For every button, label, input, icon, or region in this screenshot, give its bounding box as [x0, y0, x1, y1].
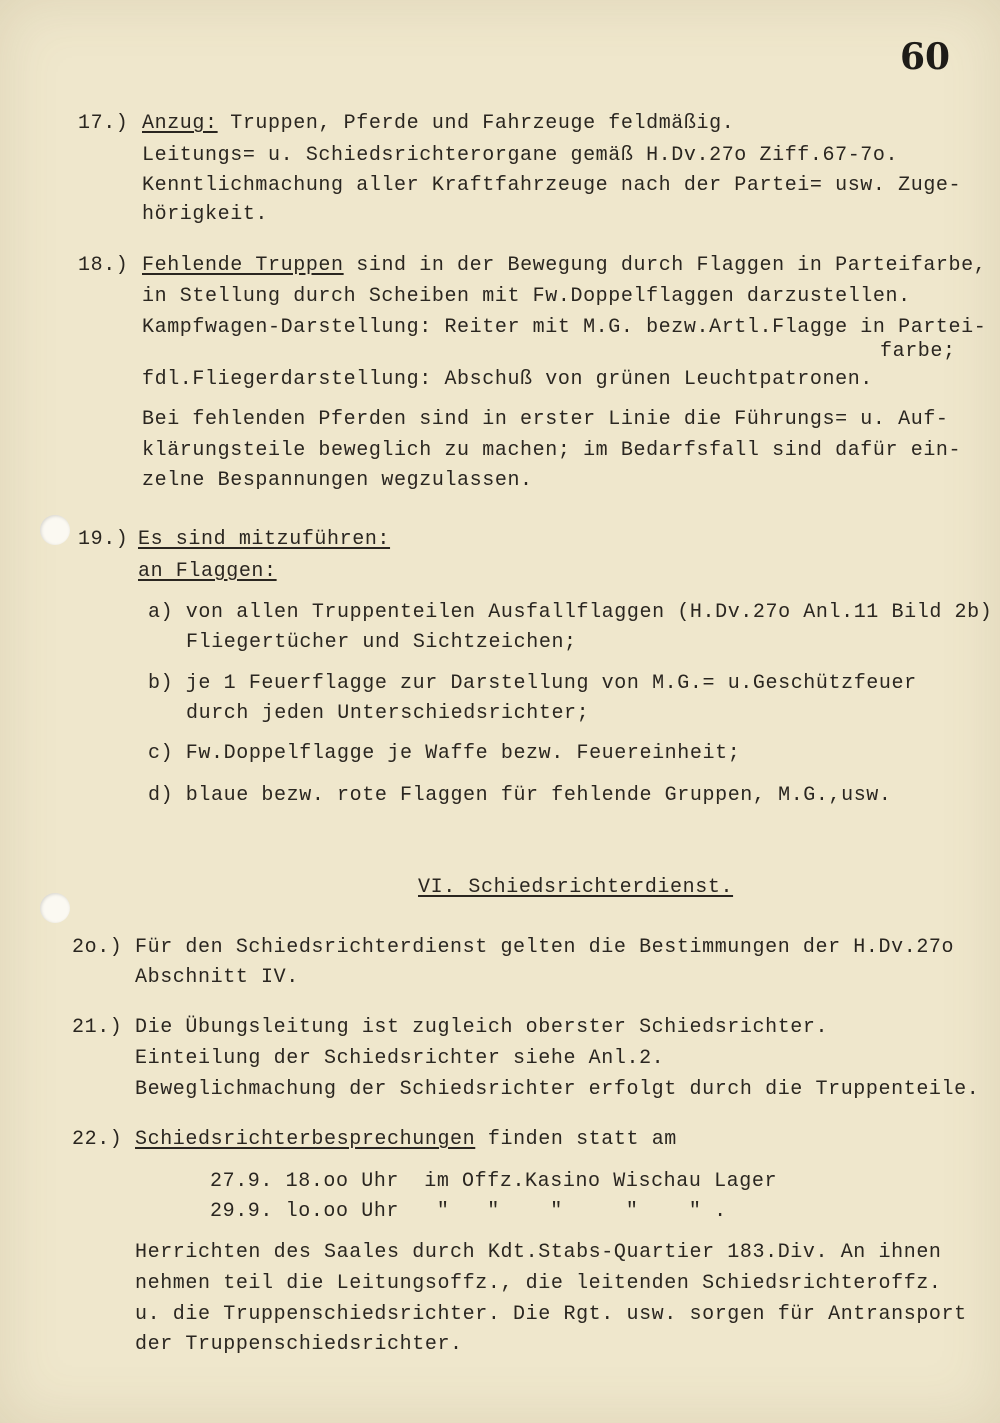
item-18-line-3: Kampfwagen-Darstellung: Reiter mit M.G. bezw.Artl.Flagge in Partei- [142, 316, 987, 339]
item-18-text: sind in der Bewegung durch Flaggen in Parteifarbe, [343, 254, 987, 277]
item-18-heading: Fehlende Truppen [142, 254, 344, 277]
schedule-row-2: 29.9. lo.oo Uhr " " " " " . [210, 1200, 727, 1223]
item-22-first-line [135, 1128, 677, 1152]
item-22-line-5: der Truppenschiedsrichter. [135, 1333, 463, 1356]
item-18-line-3-continuation: farbe; [880, 340, 956, 363]
item-17-line-3: Kenntlichmachung aller Kraftfahrzeuge nach der Partei= usw. Zuge- [142, 174, 962, 197]
item-22-heading: Schiedsrichterbesprechungen [135, 1128, 476, 1151]
item-17-text: Truppen, Pferde und Fahrzeuge feldmäßig. [217, 112, 735, 135]
item-19-number: 19.) [78, 528, 129, 551]
item-17-line-2: Leitungs= u. Schiedsrichterorgane gemäß H.Dv.27o Ziff.67-7o. [142, 144, 899, 167]
item-19-b-line-1: b) je 1 Feuerflagge zur Darstellung von M.G.= u.Geschützfeuer [148, 672, 917, 695]
item-17-number: 17.) [78, 112, 129, 135]
item-19-a-line-1: a) von allen Truppenteilen Ausfallflaggen (H.Dv.27o Anl.11 Bild 2b) [148, 601, 993, 624]
item-18-line-5: Bei fehlenden Pferden sind in erster Linie die Führungs= u. Auf- [142, 408, 949, 431]
item-20-line-1: Für den Schiedsrichterdienst gelten die Bestimmungen der H.Dv.27o [135, 936, 955, 959]
item-18-line-6: klärungsteile beweglich zu machen; im Bedarfsfall sind dafür ein- [142, 439, 962, 462]
item-19-a-line-2: Fliegertücher und Sichtzeichen; [186, 631, 577, 654]
page-number: 60 [900, 36, 951, 78]
section-heading: VI. Schiedsrichterdienst. [418, 876, 734, 899]
item-19-d-line-1: d) blaue bezw. rote Flaggen für fehlende Gruppen, M.G.,usw. [148, 784, 892, 807]
item-17-line-4: hörigkeit. [142, 203, 269, 226]
item-21-line-1: Die Übungsleitung ist zugleich oberster Schiedsrichter. [135, 1016, 829, 1039]
punch-hole [40, 515, 70, 545]
item-19-subheading: an Flaggen: [138, 560, 277, 583]
item-21-number: 21.) [72, 1016, 123, 1039]
schedule-row-1: 27.9. 18.oo Uhr im Offz.Kasino Wischau Lager [210, 1170, 778, 1193]
item-19-b-line-2: durch jeden Unterschiedsrichter; [186, 702, 590, 725]
item-22-line-4: u. die Truppenschiedsrichter. Die Rgt. usw. sorgen für Antransport [135, 1303, 967, 1326]
item-22-line-2: Herrichten des Saales durch Kdt.Stabs-Quartier 183.Div. An ihnen [135, 1241, 942, 1264]
item-22-line-3: nehmen teil die Leitungsoffz., die leitenden Schiedsrichteroffz. [135, 1272, 942, 1295]
item-18-line-2: in Stellung durch Scheiben mit Fw.Doppelflaggen darzustellen. [142, 285, 911, 308]
item-21-line-2: Einteilung der Schiedsrichter siehe Anl.2. [135, 1047, 665, 1070]
item-20-line-2: Abschnitt IV. [135, 966, 299, 989]
item-18-first-line [142, 254, 986, 278]
item-22-number: 22.) [72, 1128, 123, 1151]
item-21-line-3: Beweglichmachung der Schiedsrichter erfolgt durch die Truppenteile. [135, 1078, 980, 1101]
punch-hole [40, 893, 70, 923]
item-17-first-line [142, 112, 734, 136]
item-18-number: 18.) [78, 254, 129, 277]
item-22-text: finden statt am [475, 1128, 677, 1151]
item-17-heading: Anzug: [142, 112, 218, 135]
item-18-line-7: zelne Bespannungen wegzulassen. [142, 469, 533, 492]
item-20-number: 2o.) [72, 936, 123, 959]
item-19-c-line-1: c) Fw.Doppelflagge je Waffe bezw. Feuereinheit; [148, 742, 741, 765]
item-18-line-4: fdl.Fliegerdarstellung: Abschuß von grünen Leuchtpatronen. [142, 368, 873, 391]
item-19-heading: Es sind mitzuführen: [138, 528, 391, 551]
